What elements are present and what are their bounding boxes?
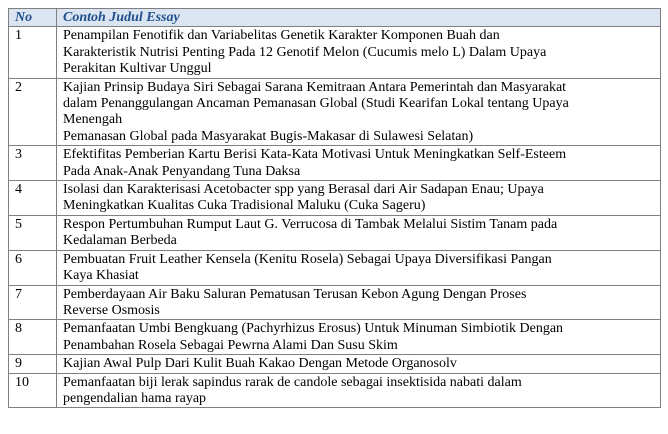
essay-title-line: Isolasi dan Karakterisasi Acetobacter spp yang Berasal dari Air Sadapan Enau; Upaya (63, 182, 544, 198)
table-header (9, 9, 661, 27)
table-row (9, 215, 661, 250)
essay-title-line: pengendalian hama rayap (63, 390, 207, 406)
essay-title (57, 78, 661, 146)
essay-title-line: Kaya Khasiat (63, 268, 139, 284)
essay-title-line: Pemanasan Global pada Masyarakat Bugis-Makasar di Sulawesi Selatan) (63, 128, 474, 144)
header-no: No (9, 9, 57, 27)
row-number: 3 (9, 146, 57, 181)
essay-title-line: Efektifitas Pemberian Kartu Berisi Kata-Kata Motivasi Untuk Meningkatkan Self-Esteem (63, 147, 567, 163)
table-row (9, 320, 661, 355)
row-number: 1 (9, 27, 57, 78)
essay-title (57, 373, 661, 408)
essay-title-line: Pemberdayaan Air Baku Saluran Pematusan Terusan Kebon Agung Dengan Proses (63, 286, 527, 302)
essay-title-line: Pembuatan Fruit Leather Kensela (Kenitu Rosela) Sebagai Upaya Diversifikasi Pangan (63, 251, 552, 267)
table-row (9, 373, 661, 408)
row-number: 5 (9, 215, 57, 250)
row-number: 6 (9, 250, 57, 285)
row-number: 10 (9, 373, 57, 408)
table-row (9, 181, 661, 216)
essay-title (57, 181, 661, 216)
table-row (9, 146, 661, 181)
header-row (9, 9, 661, 27)
essay-title-line: Kajian Awal Pulp Dari Kulit Buah Kakao Dengan Metode Organosolv (63, 356, 457, 372)
table-row (9, 78, 661, 146)
essay-title (57, 320, 661, 355)
essay-title-line: Kajian Prinsip Budaya Siri Sebagai Sarana Kemitraan Antara Pemerintah dan Masyarakat (63, 79, 567, 95)
essay-title-line: Pemanfaatan biji lerak sapindus rarak de candole sebagai insektisida nabati dalam (63, 374, 522, 390)
table-row (9, 27, 661, 78)
row-number: 2 (9, 78, 57, 146)
essay-title-line: Menengah (63, 112, 123, 128)
essay-title-line: dalam Penanggulangan Ancaman Pemanasan Global (Studi Kearifan Lokal tentang Upaya (63, 96, 569, 112)
table-row (9, 355, 661, 373)
essay-title (57, 285, 661, 320)
essay-title (57, 215, 661, 250)
essay-title-line: Reverse Osmosis (63, 302, 160, 318)
essay-title-line: Penambahan Rosela Sebagai Pewrna Alami Dan Susu Skim (63, 337, 398, 353)
essay-title (57, 355, 661, 373)
essay-title-table (8, 8, 661, 408)
essay-title-line: Meningkatkan Kualitas Cuka Tradisional Maluku (Cuka Sageru) (63, 198, 426, 214)
row-number: 9 (9, 355, 57, 373)
header-title: Contoh Judul Essay (57, 9, 661, 27)
essay-title-line: Pemanfaatan Umbi Bengkuang (Pachyrhizus Erosus) Untuk Minuman Simbiotik Dengan (63, 321, 564, 337)
essay-title-line: Kedalaman Berbeda (63, 233, 177, 249)
essay-title (57, 27, 661, 78)
essay-title (57, 250, 661, 285)
row-number: 4 (9, 181, 57, 216)
essay-title-line: Penampilan Fenotifik dan Variabelitas Genetik Karakter Komponen Buah dan (63, 28, 500, 44)
table-row (9, 285, 661, 320)
table-row (9, 250, 661, 285)
row-number: 8 (9, 320, 57, 355)
essay-title (57, 146, 661, 181)
essay-title-line: Karakteristik Nutrisi Penting Pada 12 Genotif Melon (Cucumis melo L) Dalam Upaya (63, 44, 547, 60)
table-body (9, 27, 661, 408)
row-number: 7 (9, 285, 57, 320)
essay-title-line: Pada Anak-Anak Penyandang Tuna Daksa (63, 163, 301, 179)
essay-title-line: Perakitan Kultivar Unggul (63, 61, 212, 77)
essay-title-line: Respon Pertumbuhan Rumput Laut G. Verrucosa di Tambak Melalui Sistim Tanam pada (63, 216, 558, 232)
